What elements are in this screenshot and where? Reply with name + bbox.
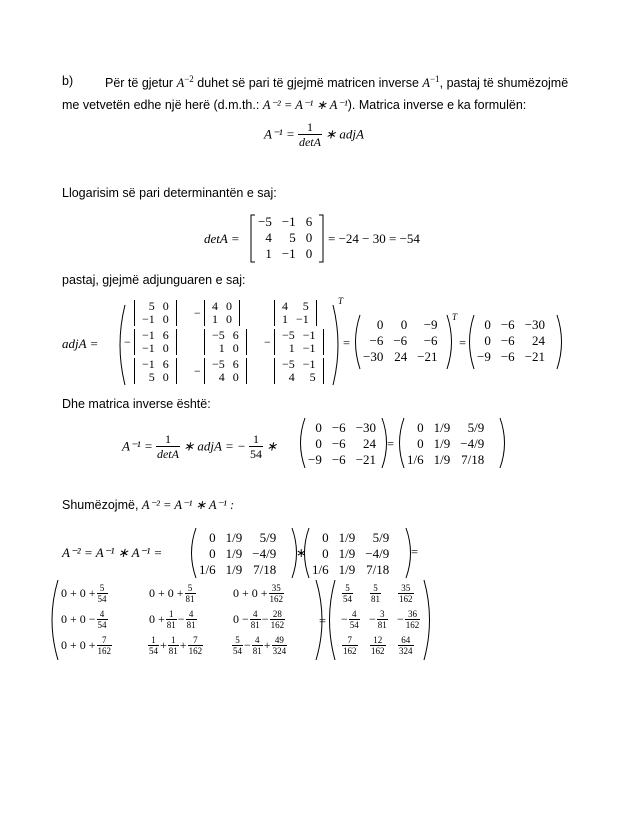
minor-cell: −1 — [302, 357, 316, 371]
matrix-cell: 7/18 — [253, 562, 277, 577]
matrix-cell: 0 — [209, 530, 216, 545]
minor-cell: −1 — [142, 357, 155, 371]
minor-cell: −1 — [302, 328, 316, 342]
term-text: + — [160, 638, 167, 652]
fraction: $\frac{1}{54}$ — [149, 635, 158, 656]
sum-result-matrix — [338, 583, 424, 659]
det-intro: Llogarisim së pari determinantën e saj: — [62, 186, 277, 200]
sum-eq: = — [319, 614, 327, 628]
term-text: 0 + — [149, 612, 165, 626]
matrix-cell: −4/9 — [252, 546, 277, 561]
matrix-cell: 0 — [322, 546, 329, 561]
term-text: − — [177, 612, 185, 626]
minor-cell: 1 — [288, 341, 295, 355]
minor-cell: −1 — [142, 341, 155, 355]
matrix-cell: 0 — [400, 317, 408, 332]
para2-text-a: me vetvetën edhe një herë (d.m.th.: — [62, 98, 260, 112]
matrix-cell: 0 — [315, 436, 322, 451]
minor-cell: 0 — [232, 341, 239, 355]
matrix-cell: 0 — [484, 333, 491, 348]
minor-determinant — [264, 329, 324, 355]
minor-determinant — [124, 329, 177, 355]
sq-matrix-1 — [194, 530, 281, 578]
matrix-cell: 24 — [532, 333, 546, 348]
matrix-cell: 1/9 — [433, 436, 451, 451]
fraction: $\frac{3}{81}$ — [377, 609, 387, 630]
minor-cell: −1 — [296, 312, 309, 326]
minor-cell: 6 — [162, 357, 169, 371]
sum-result-cell — [340, 609, 360, 630]
para1-expr-a: $A^{-2}$ — [176, 74, 194, 91]
term-text: 0 − — [233, 612, 249, 626]
matrix-cell: −6 — [393, 333, 408, 348]
minor-sign: − — [194, 305, 201, 320]
adjres-paren-right — [557, 315, 562, 369]
matrix-cell: 5/9 — [467, 420, 485, 435]
minor-determinant — [194, 300, 240, 326]
matrix-cell: −9 — [423, 317, 438, 332]
matrix-cell: 1/9 — [433, 420, 451, 435]
matrix-cell: 1/9 — [338, 546, 356, 561]
minor-cell: 0 — [162, 341, 169, 355]
minor-determinant — [194, 329, 247, 355]
minor-cell: 0 — [162, 299, 169, 313]
det-matrix: −5 −1 6 4 5 0 1 −1 0 — [258, 214, 313, 261]
fraction: $\frac{12}{162}$ — [371, 635, 385, 656]
inverse-formula: A⁻¹ = $\frac{1}{\det A}$ ∗ adjA — [264, 120, 364, 149]
sum-cell — [60, 583, 108, 604]
matrix-cell: 1/9 — [338, 562, 356, 577]
para2-text-b: ). Matrica inverse e ka formulën: — [347, 98, 527, 112]
para2-expr: A⁻² = A⁻¹ ∗ A⁻¹ — [262, 98, 348, 112]
sum-cell — [232, 609, 285, 630]
minor-cell: 0 — [226, 312, 232, 326]
sum-result-cell — [396, 635, 414, 656]
para1-text-a: Për të gjetur — [105, 76, 174, 91]
fraction: $\frac{7}{162}$ — [188, 635, 203, 656]
minor-cell: 5 — [309, 370, 316, 384]
inv-adj-paren-right — [382, 418, 387, 468]
sum-result-cell — [340, 583, 353, 604]
mult-line: Shumëzojmë, A⁻² = A⁻¹ ∗ A⁻¹ : — [62, 498, 235, 512]
inv-line: A⁻¹ = $\frac{1}{\det A}$ ∗ adjA = − $\frac{1}{54}$ ∗ — [122, 432, 278, 461]
matrix-cell: −9 — [477, 349, 491, 364]
matrix-cell: 1/9 — [225, 530, 243, 545]
matrix-cell: 1/6 — [407, 452, 424, 467]
inv-eq: = — [387, 437, 395, 451]
minor-cell: 6 — [232, 357, 239, 371]
matrix-cell: −30 — [524, 317, 546, 332]
sumres-paren-left — [330, 580, 336, 660]
formula-fraction: $\frac{1}{\det A}$ — [298, 120, 321, 149]
matrix-cell: 7/18 — [366, 562, 390, 577]
fraction: $\frac{5}{54}$ — [233, 635, 242, 656]
minor-determinant — [194, 358, 247, 384]
adj-eq-2: = — [459, 336, 467, 350]
fraction: $\frac{7}{162}$ — [343, 635, 357, 656]
term-text: 0 + 0 + — [61, 586, 96, 600]
para2-line — [62, 97, 526, 113]
matrix-cell: −6 — [423, 333, 438, 348]
minor-cell: 0 — [232, 370, 239, 384]
minor-cell: 0 — [162, 312, 169, 326]
sum-result-cell — [340, 635, 358, 656]
item-label: b) — [62, 74, 74, 88]
sum-cell — [148, 609, 197, 630]
para1-line — [105, 74, 568, 91]
sq-lhs: A⁻² = A⁻¹ ∗ A⁻¹ = — [62, 545, 163, 560]
fraction: $\frac{5}{54}$ — [343, 583, 352, 604]
matrix-cell: 1/6 — [199, 562, 216, 577]
matrix-cell: −21 — [417, 349, 438, 364]
sum-result-cell — [368, 635, 386, 656]
fraction: $\frac{1}{81}$ — [166, 609, 176, 630]
transpose-mark-1: T — [338, 296, 344, 306]
minor-cell: 6 — [162, 328, 169, 342]
matrix-cell: 1/6 — [312, 562, 329, 577]
matrix-cell: −4/9 — [460, 436, 485, 451]
matrix-cell: 1/9 — [225, 546, 243, 561]
sum-result-cell — [396, 583, 414, 604]
adj-eq-1: = — [343, 336, 351, 350]
minor-determinant — [124, 358, 177, 384]
fraction: $\frac{4}{54}$ — [97, 609, 107, 630]
minor-cell: 1 — [218, 341, 225, 355]
minor-cell: 0 — [162, 370, 169, 384]
minor-cell: −1 — [142, 312, 155, 326]
matrix-cell: −6 — [500, 349, 515, 364]
inv-res-paren-right — [500, 418, 505, 468]
det-lhs: detA = — [204, 231, 240, 246]
matrix-cell: 7/18 — [461, 452, 485, 467]
term-text: + — [179, 638, 187, 652]
minor-cell: 5 — [302, 299, 309, 313]
minor-cell: 4 — [212, 299, 218, 313]
fraction: $\frac{4}{81}$ — [250, 609, 260, 630]
minor-cell: −5 — [212, 357, 225, 371]
term-text: − — [341, 612, 348, 626]
fraction: $\frac{1}{81}$ — [168, 635, 178, 656]
sq-matrix-2 — [307, 530, 394, 578]
term-text: − — [261, 612, 269, 626]
minor-sign: − — [264, 334, 271, 349]
matrix-cell: −30 — [355, 420, 377, 435]
minor-cell: −1 — [142, 328, 155, 342]
minor-cell: 0 — [226, 299, 232, 313]
matrix-cell: 24 — [363, 436, 377, 451]
term-text: 0 + 0 − — [61, 612, 96, 626]
minor-cell: 1 — [212, 312, 218, 326]
matrix-cell: −4/9 — [365, 546, 390, 561]
sum-cell — [60, 635, 112, 656]
matrix-cell: 0 — [315, 420, 322, 435]
adj-lhs: adjA = — [62, 336, 99, 351]
transpose-mark-2: T — [452, 312, 458, 322]
matrix-cell: 24 — [394, 349, 408, 364]
adj-intro: pastaj, gjejmë adjunguaren e saj: — [62, 273, 246, 287]
fraction: $\frac{4}{81}$ — [186, 609, 196, 630]
matrix-cell: 5/9 — [259, 530, 277, 545]
sumres-paren-right — [424, 580, 430, 660]
minor-sign: − — [194, 363, 201, 378]
matrix-cell: −30 — [363, 349, 384, 364]
minor-cell: 4 — [282, 299, 288, 313]
sum-paren-left — [52, 580, 58, 660]
fraction: $\frac{35}{162}$ — [399, 583, 413, 604]
sq-eq: = — [411, 545, 419, 559]
matrix-cell: −6 — [331, 436, 346, 451]
term-text: 0 + 0 + — [61, 638, 96, 652]
minor-cell: 6 — [232, 328, 239, 342]
fraction: $\frac{35}{162}$ — [269, 583, 284, 604]
fraction: $\frac{7}{162}$ — [97, 635, 112, 656]
para1-text-b: duhet së pari të gjejmë matricen inverse — [197, 76, 419, 91]
fraction: $\frac{49}{324}$ — [272, 635, 287, 656]
det-result: = −24 − 30 = −54 — [328, 231, 420, 246]
minor-determinant — [124, 300, 177, 326]
matrix-cell: 5/9 — [372, 530, 390, 545]
matrix-cell: 1/9 — [338, 530, 356, 545]
matrix-cell: −6 — [369, 333, 384, 348]
minor-cell: 4 — [288, 370, 295, 384]
minor-sign: − — [124, 334, 131, 349]
para1-text-c: , pastaj të shumëzojmë — [439, 76, 569, 91]
cofactor-matrix — [358, 317, 443, 365]
matrix-cell: 0 — [376, 317, 384, 332]
term-text: − — [244, 638, 251, 652]
sum-result-cell — [396, 609, 420, 630]
fraction: $\frac{28}{162}$ — [270, 609, 285, 630]
inv-intro: Dhe matrica inverse është: — [62, 397, 211, 411]
sum-cell — [232, 635, 287, 656]
fraction: $\frac{5}{54}$ — [97, 583, 107, 604]
minor-cell: −1 — [302, 341, 316, 355]
sum-matrix — [60, 583, 318, 659]
sq-star: ∗ — [296, 546, 307, 560]
sum-cell — [148, 635, 203, 656]
sum-cell — [232, 583, 284, 604]
matrix-cell: −6 — [500, 317, 515, 332]
minor-cell: 5 — [148, 299, 155, 313]
minor-cell: 5 — [148, 370, 155, 384]
sum-result-cell — [368, 583, 381, 604]
minor-cell: 4 — [218, 370, 225, 384]
minor-cell: −5 — [212, 328, 225, 342]
fraction: $\frac{5}{81}$ — [371, 583, 380, 604]
matrix-cell: 0 — [322, 530, 329, 545]
minor-cell: 1 — [282, 312, 288, 326]
term-text: 0 + 0 + — [233, 586, 268, 600]
matrix-cell: 0 — [209, 546, 216, 561]
sq2-paren-right — [406, 528, 411, 578]
sum-result-cell — [368, 609, 388, 630]
term-text: + — [263, 638, 271, 652]
minor-determinant — [264, 300, 317, 326]
matrix-cell: −6 — [331, 452, 346, 467]
matrix-cell: −6 — [331, 420, 346, 435]
fraction: $\frac{5}{81}$ — [185, 583, 195, 604]
matrix-cell: 0 — [484, 317, 491, 332]
term-text: − — [397, 612, 404, 626]
matrix-cell: −21 — [355, 452, 377, 467]
matrix-cell: 0 — [417, 420, 424, 435]
fraction: $\frac{4}{81}$ — [252, 635, 262, 656]
sum-cell — [60, 609, 108, 630]
fraction: $\frac{64}{324}$ — [399, 635, 413, 656]
matrix-cell: 0 — [417, 436, 424, 451]
para1-expr-b: $A^{-1}$ — [422, 74, 440, 91]
minor-cell: −5 — [282, 328, 295, 342]
inv-adj-matrix — [303, 420, 381, 468]
minor-cell: −5 — [282, 357, 295, 371]
matrix-cell: 1/9 — [433, 452, 451, 467]
fraction: $\frac{36}{162}$ — [405, 609, 420, 630]
sum-cell — [148, 583, 196, 604]
cof-paren-right — [447, 315, 452, 369]
fraction: $\frac{4}{54}$ — [349, 609, 359, 630]
adj-result-matrix — [472, 317, 550, 365]
matrix-cell: 1/9 — [225, 562, 243, 577]
det-bracket-right — [319, 215, 323, 262]
term-text: 0 + 0 + — [149, 586, 184, 600]
matrix-cell: −21 — [524, 349, 546, 364]
matrix-cell: −6 — [500, 333, 515, 348]
minors-grid — [122, 300, 337, 388]
minor-determinant — [264, 358, 324, 384]
term-text: − — [369, 612, 376, 626]
matrix-cell: −9 — [308, 452, 322, 467]
inv-result-matrix — [402, 420, 489, 468]
